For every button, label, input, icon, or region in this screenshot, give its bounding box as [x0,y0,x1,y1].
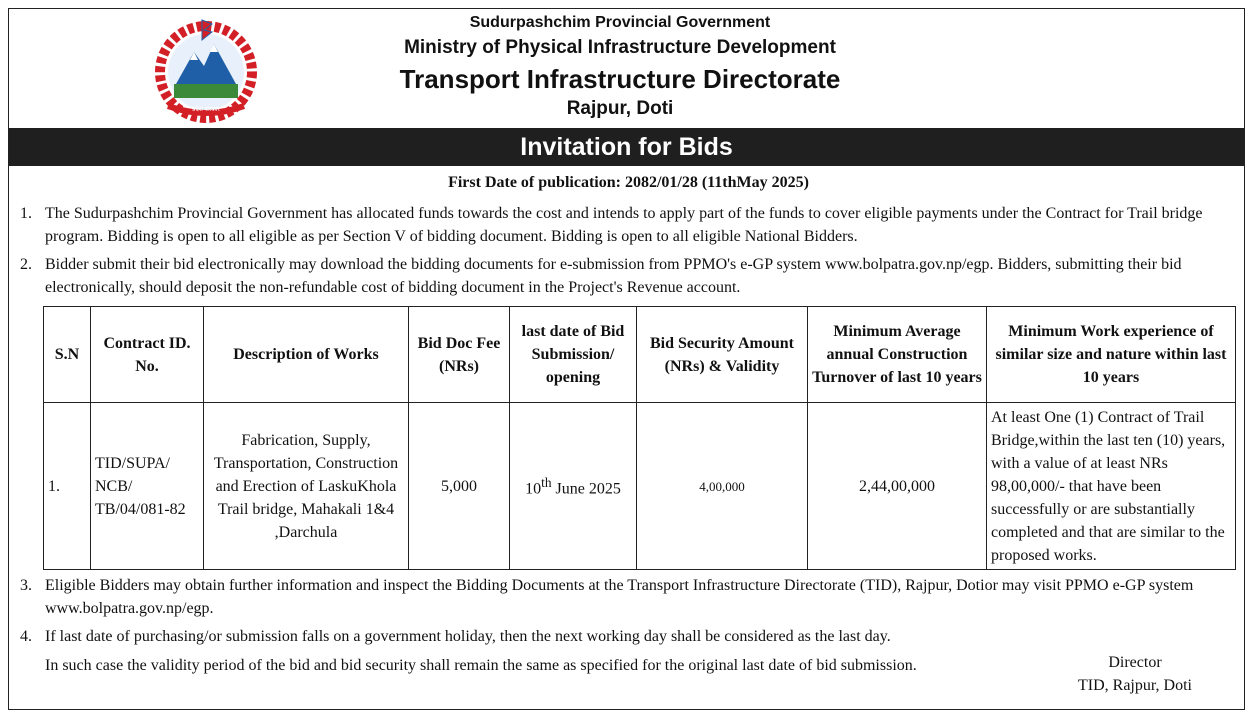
closing-statement [45,654,1035,677]
paragraph-number: 2. [20,256,32,273]
cell-sn: 1. [44,403,91,570]
cell-contract-id: TID/SUPA/ NCB/ TB/04/081-82 [91,403,204,570]
header-turnover: Minimum Average annual Construction Turnover of last 10 years [808,307,987,403]
paragraph-number: 1. [20,205,32,222]
cell-bid-security: 4,00,000 [637,403,808,570]
closing-text: In such case the validity period of the bid and bid security shall remain the same as specified for the original last date of bid submission. [45,657,917,674]
paragraph-3 [20,574,1235,620]
bids-table [43,306,1236,570]
nepal-emblem-icon [146,14,266,124]
header-last-date: last date of Bid Submission/ opening [510,307,637,403]
header-experience: Minimum Work experience of similar size and nature within last 10 years [987,307,1236,403]
paragraph-text: Bidder submit their bid electronically may download the bidding documents for e-submission from PPMO's e-GP system www.bolpatra.gov.np/egp. Bidders, submitting their bid electronically, should deposit the non-refundable cost of bidding document in the Project's Revenue account. [45,256,1182,296]
cell-description: Fabrication, Supply, Transportation, Construction and Erection of LaskuKhola Trail bridge, Mahakali 1&4 ,Darchula [204,403,409,570]
directorate-title: Transport Infrastructure Directorate [399,64,841,94]
paragraph-text: Eligible Bidders may obtain further information and inspect the Bidding Documents at the Transport Infrastructure Directorate (TID), Rajpur, Dotior may visit PPMO e-GP system www.bolpatra.gov.np/egp. [45,577,1194,617]
signature-title: Director [1108,654,1162,671]
signature-office: TID, Rajpur, Doti [1077,677,1192,694]
paragraph-text: If last date of purchasing/or submission falls on a government holiday, then the next working day shall be considered as the last day. [45,628,891,645]
office-location: Rajpur, Doti [566,98,674,119]
provincial-government-title: Sudurpashchim Provincial Government [469,14,771,31]
cell-turnover: 2,44,00,000 [808,403,987,570]
header-bid-fee: Bid Doc Fee (NRs) [409,307,510,403]
header-description: Description of Works [204,307,409,403]
emblem-motto: प्रदेश सरकार [192,106,220,113]
header-contract-id: Contract ID. No. [91,307,204,403]
date-day: 10 [525,480,542,498]
table-header-row [44,307,1236,403]
header-bid-security: Bid Security Amount (NRs) & Validity [637,307,808,403]
date-month-year: June 2025 [551,480,621,498]
paragraph-number: 3. [20,577,32,594]
paragraph-1 [20,202,1235,248]
paragraph-number: 4. [20,628,32,645]
cell-last-date [510,403,637,570]
paragraph-4 [20,625,1235,648]
publication-date: First Date of publication: 2082/01/28 (11thMay 2025) [448,174,809,191]
paragraph-text: The Sudurpashchim Provincial Government has allocated funds towards the cost and intends to apply part of the funds to cover eligible payments under the Contract for Trail bridge program. Bidding is open to all eligible as per Section V of bidding document. Bidding is open to all eligible National Bidders. [45,205,1203,245]
paragraph-2 [20,253,1235,299]
ministry-title: Ministry of Physical Infrastructure Development [404,37,836,58]
table-row [44,403,1236,570]
header-sn: S.N [44,307,91,403]
cell-bid-fee: 5,000 [409,403,510,570]
date-suffix: th [541,475,552,491]
invitation-banner: Invitation for Bids [9,128,1244,166]
cell-experience: At least One (1) Contract of Trail Bridge,within the last ten (10) years, with a value of at least NRs 98,00,000/- that have been successfully or are substantially completed and that are similar to the proposed works. [987,403,1236,570]
